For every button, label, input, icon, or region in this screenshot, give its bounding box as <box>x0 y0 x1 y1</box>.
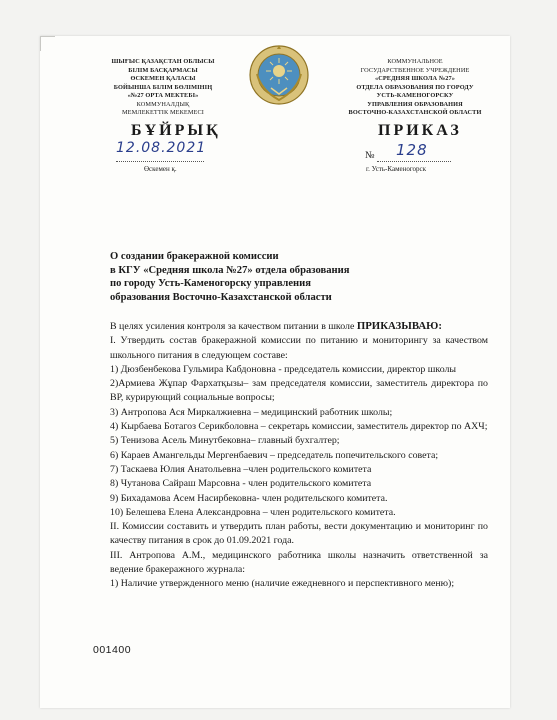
header-left-line: ШЫҒЫС ҚАЗАҚСТАН ОБЛЫСЫ <box>111 58 215 65</box>
body-paragraph: 1) Наличие утвержденного меню (наличие ежедневного и перспективного меню); <box>110 578 455 590</box>
order-title <box>110 250 470 304</box>
title-line: О создании бракеражной комиссии <box>110 251 279 262</box>
header-right-small-line: КОММУНАЛЬНОЕ <box>387 58 443 65</box>
body-paragraph: 1) Дюзбенбекова Гульмира Кабдоновна - председатель комиссии, директор школы <box>110 363 457 375</box>
page-corner-mark <box>40 36 55 51</box>
body-paragraph: II. Комиссии составить и утвердить план работы, вести документацию и мониторинг по качеству питания в срок до 01.09.2021 года. <box>110 521 488 547</box>
header-left-line: БІЛІМ БАСҚАРМАСЫ <box>128 66 198 74</box>
header-left-small-line: МЕМЛЕКЕТТІК МЕКЕМЕСІ <box>121 109 204 116</box>
number-underline <box>377 161 451 162</box>
body-paragraph: III. Антропова А.М., медицинского работника школы назначить ответственной за ведение бракеражного журнала: <box>110 549 488 576</box>
place-russian: г. Усть-Каменогорск <box>366 165 427 173</box>
body-paragraph: 4) Кырбаева Ботагоз Серикболовна – секретарь комиссии, заместитель директор по АХЧ; <box>110 421 488 433</box>
intro-command: ПРИКАЗЫВАЮ: <box>356 320 442 332</box>
body-paragraph: 7) Таскаева Юлия Анатольевна –член родительского комитета <box>110 463 372 475</box>
header-left-line: ӨСКЕМЕН ҚАЛАСЫ <box>130 75 196 82</box>
header-right-small-line: ГОСУДАРСТВЕННОЕ УЧРЕЖДЕНИЕ <box>360 66 470 74</box>
header-right-line: УПРАВЛЕНИЯ ОБРАЗОВАНИЯ <box>367 100 463 108</box>
order-word-kazakh: БҰЙРЫҚ <box>131 122 221 139</box>
title-line: в КГУ «Средняя школа №27» отдела образования <box>110 264 350 276</box>
header-left-line: БОЙЫНША БІЛІМ БӨЛІМІНІҢ <box>113 83 213 91</box>
header-right-line: УСТЬ-КАМЕНОГОРСКУ <box>376 92 454 99</box>
kazakhstan-state-emblem-icon <box>247 44 311 106</box>
body-paragraph: 3) Антропова Ася Миркалжиевна – медицинский работник школы; <box>110 406 393 418</box>
header-right-line: ВОСТОЧНО-КАЗАХСТАНСКОЙ ОБЛАСТИ <box>348 109 482 116</box>
place-kazakh: Өскемен қ. <box>144 165 177 173</box>
handwritten-number: 128 <box>396 141 428 159</box>
date-underline <box>116 161 204 162</box>
body-paragraph: 8) Чутанова Сайраш Марсовна - член родительского комитета <box>110 478 372 490</box>
number-sign: № <box>365 150 375 161</box>
order-word-russian: ПРИКАЗ <box>378 122 462 139</box>
header-right-line: ОТДЕЛА ОБРАЗОВАНИЯ ПО ГОРОДУ <box>356 83 474 91</box>
intro-text: В целях усиления контроля за качеством питании в школе <box>110 321 357 332</box>
header-left-line: «№27 ОРТА МЕКТЕБІ» <box>127 92 199 99</box>
handwritten-date: 12.08.2021 <box>116 140 207 156</box>
title-line: по городу Усть-Каменогорску управления <box>110 278 311 290</box>
header-right-russian <box>330 58 500 118</box>
header-left-kazakh <box>104 58 222 118</box>
header-right-line: «СРЕДНЯЯ ШКОЛА №27» <box>374 75 456 82</box>
title-line: образования Восточно-Казахстанской области <box>110 291 332 303</box>
body-paragraph: 9) Бихадамова Асем Насирбековна- член родительского комитета. <box>110 492 388 504</box>
page-number-code: 001400 <box>93 644 132 656</box>
body-paragraph: I. Утвердить состав бракеражной комиссии по питанию и мониторингу за качеством школьного питания в следующем составе: <box>110 335 488 361</box>
body-paragraph: 6) Караев Амангельды Мергенбаевич – председатель попечительского совета; <box>110 449 439 461</box>
header-left-small-line: КОММУНАЛДЫҚ <box>136 100 190 108</box>
body-paragraph: 5) Тенизова Асель Минутбековна– главный бухгалтер; <box>110 435 340 447</box>
body-paragraph: 2)Армиева Жұпар Фархатқызы– зам председателя комиссии, заместитель директора по ВР, курирующий социальные вопросы; <box>110 378 488 404</box>
order-body <box>110 319 488 592</box>
body-paragraph: 10) Белешева Елена Александровна – член родительского комитета. <box>110 506 396 518</box>
intro-paragraph <box>110 319 488 334</box>
